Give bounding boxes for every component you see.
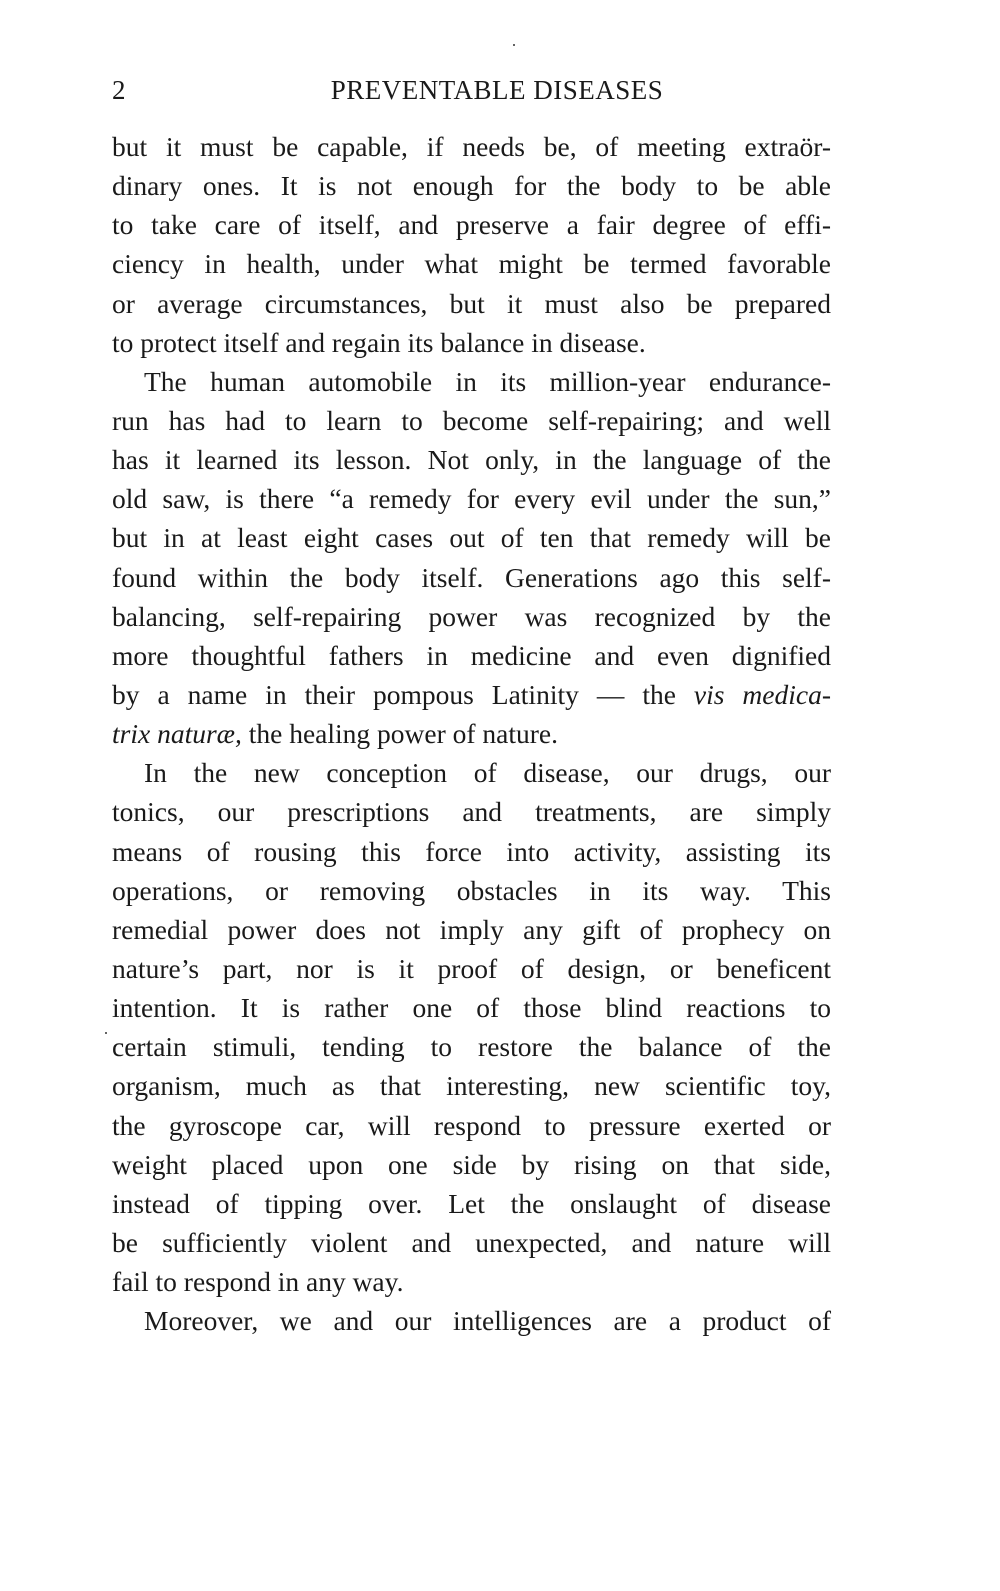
latin-phrase: vis medica- <box>693 678 832 710</box>
text-line: balancing, self-repairing power was recognized by the <box>112 600 831 632</box>
text-line: found within the body itself. Generations ago this self- <box>112 561 831 593</box>
text-line: operations, or removing obstacles in its way. This <box>112 874 831 906</box>
text-line: more thoughtful fathers in medicine and even dignified <box>112 639 831 671</box>
text-line: fail to respond in any way. <box>112 1266 404 1298</box>
text-line: be sufficiently violent and unexpected, and nature will <box>112 1226 831 1258</box>
text-line: but in at least eight cases out of ten that remedy will be <box>112 522 831 554</box>
page-number: 2 <box>112 75 126 105</box>
text-line: Moreover, we and our intelligences are a product of <box>144 1305 831 1337</box>
text-line: In the new conception of disease, our drugs, our <box>144 757 831 789</box>
text-line: means of rousing this force into activity, assisting its <box>112 835 831 867</box>
text-line: to take care of itself, and preserve a fair degree of effi- <box>112 209 831 241</box>
text-line: run has had to learn to become self-repairing; and well <box>112 404 831 436</box>
text-line: to protect itself and regain its balance in disease. <box>112 326 646 358</box>
print-speck <box>513 44 515 46</box>
text-segment: the healing power of nature. <box>241 718 559 750</box>
text-line: dinary ones. It is not enough for the body to be able <box>112 170 831 202</box>
text-segment: by a name in their pompous Latinity — the <box>112 678 694 710</box>
text-line: certain stimuli, tending to restore the balance of the <box>112 1031 831 1063</box>
text-line: organism, much as that interesting, new scientific toy, <box>112 1070 831 1102</box>
text-line: old saw, is there “a remedy for every evil under the sun,” <box>112 483 831 515</box>
text-line: has it learned its lesson. Not only, in the language of the <box>112 444 831 476</box>
text-line <box>112 714 831 753</box>
text-line: tonics, our prescriptions and treatments, are simply <box>112 796 831 828</box>
text-line: nature’s part, nor is it proof of design, or beneficent <box>112 952 831 984</box>
latin-phrase: trix naturæ, <box>112 718 242 750</box>
running-title: PREVENTABLE DISEASES <box>330 75 664 105</box>
text-line: weight placed upon one side by rising on that side, <box>112 1148 831 1180</box>
text-line: remedial power does not imply any gift of prophecy on <box>112 913 831 945</box>
text-line: ciency in health, under what might be termed favorable <box>112 248 831 280</box>
body-text <box>112 127 831 1340</box>
text-line: intention. It is rather one of those blind reactions to <box>112 992 831 1024</box>
text-line: instead of tipping over. Let the onslaught of disease <box>112 1187 831 1219</box>
text-line <box>112 675 831 714</box>
running-head <box>112 70 832 110</box>
text-line: but it must be capable, if needs be, of meeting extraör- <box>112 131 831 162</box>
text-line: The human automobile in its million-year endurance- <box>144 365 831 397</box>
text-line: the gyroscope car, will respond to pressure exerted or <box>112 1109 831 1141</box>
print-speck <box>105 1032 107 1034</box>
text-line: or average circumstances, but it must also be prepared <box>112 287 831 319</box>
